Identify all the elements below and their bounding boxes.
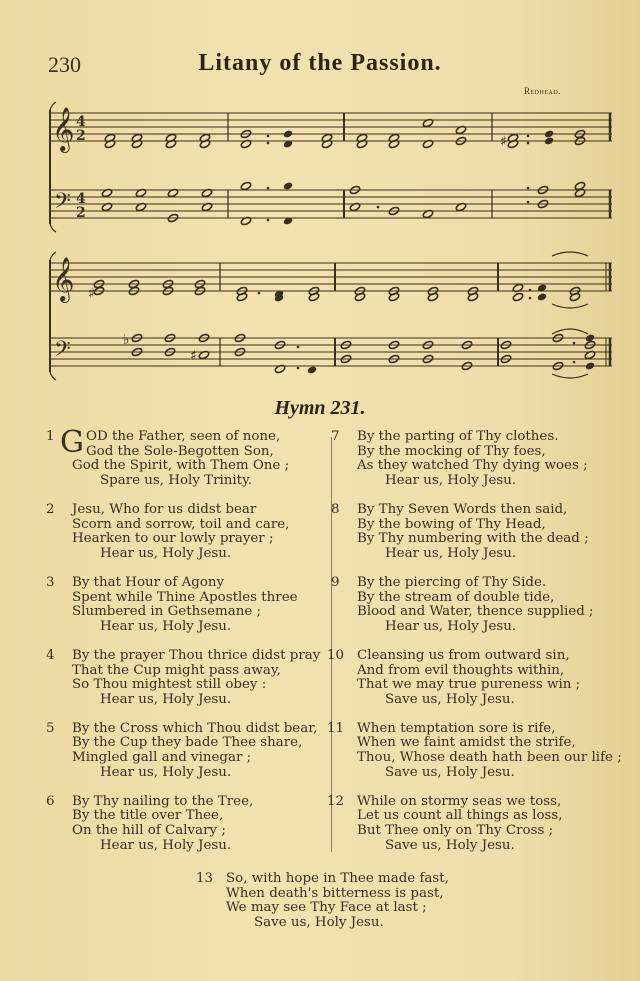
verse-line: Jesu, Who for us didst bear <box>72 501 257 517</box>
verse-line: By the prayer Thou thrice didst pray <box>72 647 321 663</box>
verse-refrain: Save us, Holy Jesu. <box>385 691 515 707</box>
verse-refrain: Hear us, Holy Jesu. <box>385 472 517 488</box>
verse-line: We may see Thy Face at last ; <box>226 900 427 916</box>
verse-line: By Thy numbering with the dead ; <box>357 531 589 547</box>
verse <box>46 425 328 488</box>
final-verse <box>196 871 449 930</box>
composer-credit: Redhead. <box>524 86 561 96</box>
verse-refrain: Hear us, Holy Jesu. <box>100 545 232 561</box>
verse-line: By the piercing of Thy Side. <box>357 574 547 590</box>
verse-line: When we faint amidst the strife, <box>357 735 576 751</box>
verse-number: 3 <box>46 574 55 590</box>
system-1-bass-staff <box>50 190 612 218</box>
verse-number: 8 <box>331 501 340 517</box>
music-score <box>40 98 620 388</box>
verse-line: By the Cup they bade Thee share, <box>72 735 303 751</box>
verse-line: While on stormy seas we toss, <box>357 793 562 809</box>
verse-line: By the parting of Thy clothes. <box>357 429 559 444</box>
verse <box>46 647 328 707</box>
verse-line: Spent while Thine Apostles three <box>72 589 298 605</box>
verse <box>46 501 328 561</box>
bass-clef-icon: 𝄢 <box>54 189 71 219</box>
verse-refrain: Spare us, Holy Trinity. <box>100 472 253 488</box>
verse <box>327 793 635 853</box>
bass-clef-icon: 𝄢 <box>54 337 71 367</box>
verse-line: But Thee only on Thy Cross ; <box>357 823 554 839</box>
verse <box>46 720 328 780</box>
verse-refrain: Hear us, Holy Jesu. <box>100 618 232 634</box>
column-divider <box>331 437 332 852</box>
system-2-bass-staff <box>50 338 612 366</box>
verses-left-column <box>46 425 328 868</box>
time-signature-bottom: 2 <box>76 128 86 144</box>
verse-line: OD the Father, seen of none, <box>85 429 281 444</box>
system-2-treble-notes <box>93 279 581 302</box>
verse-line: By the stream of double tide, <box>357 589 555 605</box>
verse-line: Let us count all things as loss, <box>357 808 563 824</box>
verse-refrain: Save us, Holy Jesu. <box>385 837 515 853</box>
verse-refrain: Save us, Holy Jesu. <box>254 914 384 930</box>
verse-line: When temptation sore is rife, <box>357 720 556 736</box>
verse-refrain: Save us, Holy Jesu. <box>385 764 515 780</box>
system-2-bass-notes <box>131 333 596 374</box>
verse-line: God the Spirit, with Them One ; <box>72 458 290 474</box>
verse-line: Blood and Water, thence supplied ; <box>357 604 594 620</box>
page-title: Litany of the Passion. <box>198 50 442 76</box>
treble-clef-icon: 𝄞 <box>52 107 75 151</box>
verse-line: So Thou mightest still obey : <box>72 677 267 693</box>
verse-refrain: Hear us, Holy Jesu. <box>100 691 232 707</box>
verse <box>331 429 635 488</box>
verse <box>327 647 635 707</box>
verse-line: On the hill of Calvary ; <box>72 823 226 839</box>
verse-line: Hearken to our lowly prayer ; <box>72 531 274 547</box>
verse-number: 13 <box>196 871 214 886</box>
verse <box>46 574 328 634</box>
treble-clef-icon: 𝄞 <box>52 257 75 301</box>
verse-line: When death's bitterness is past, <box>226 885 444 901</box>
hymn-heading: Hymn 231. <box>274 397 366 419</box>
page-number: 230 <box>48 52 81 77</box>
verse-number: 2 <box>46 501 55 517</box>
verse-line: By the title over Thee, <box>72 808 224 824</box>
verse-line: By the bowing of Thy Head, <box>357 516 546 532</box>
verse-line: As they watched Thy dying woes ; <box>357 458 588 474</box>
verse-number: 5 <box>46 720 55 736</box>
verse-number: 6 <box>46 793 55 809</box>
verse-line: God the Sole-Begotten Son, <box>85 443 274 459</box>
flat-icon: ♭ <box>123 332 130 348</box>
verses-right-column <box>327 429 635 868</box>
verse-number: 12 <box>327 793 345 809</box>
verse-refrain: Hear us, Holy Jesu. <box>100 837 232 853</box>
verse-line: By Thy Seven Words then said, <box>357 501 568 517</box>
verse-number: 4 <box>46 647 55 663</box>
verse <box>331 501 635 561</box>
verse-line: Cleansing us from outward sin, <box>357 647 570 663</box>
verse-number: 11 <box>327 720 345 736</box>
sharp-icon: ♯ <box>500 134 507 150</box>
sharp-icon: ♯ <box>190 348 197 364</box>
verse-line: Mingled gall and vinegar ; <box>72 750 252 766</box>
verse-line: And from evil thoughts within, <box>357 662 565 678</box>
verse-number: 9 <box>331 574 340 590</box>
verse-line: That the Cup might pass away, <box>72 662 281 678</box>
svg-text:2: 2 <box>76 205 86 221</box>
verse <box>331 574 635 634</box>
sharp-icon: ♯ <box>88 286 95 302</box>
verse-number: 7 <box>331 429 340 444</box>
verse-line: By the mocking of Thy foes, <box>357 443 546 459</box>
verse-refrain: Hear us, Holy Jesu. <box>385 618 517 634</box>
verse-line: Slumbered in Gethsemane ; <box>72 604 262 620</box>
verse-line: That we may true pureness win ; <box>357 677 581 693</box>
verse-line: So, with hope in Thee made fast, <box>226 871 449 886</box>
drop-cap: G <box>60 425 84 460</box>
verse-line: By that Hour of Agony <box>72 574 225 590</box>
verse <box>46 793 328 853</box>
verse-number: 10 <box>327 647 345 663</box>
verse-line: Scorn and sorrow, toil and care, <box>72 516 290 532</box>
time-signature-top: 4 <box>76 114 86 130</box>
verse-line: By the Cross which Thou didst bear, <box>72 720 318 736</box>
verse-line: Thou, Whose death hath been our life ; <box>357 750 622 766</box>
verse-number: 1 <box>46 429 55 444</box>
verse-line: By Thy nailing to the Tree, <box>72 793 254 809</box>
svg-text:4: 4 <box>76 191 86 207</box>
verse-refrain: Hear us, Holy Jesu. <box>385 545 517 561</box>
verse-refrain: Hear us, Holy Jesu. <box>100 764 232 780</box>
verse <box>327 720 635 780</box>
